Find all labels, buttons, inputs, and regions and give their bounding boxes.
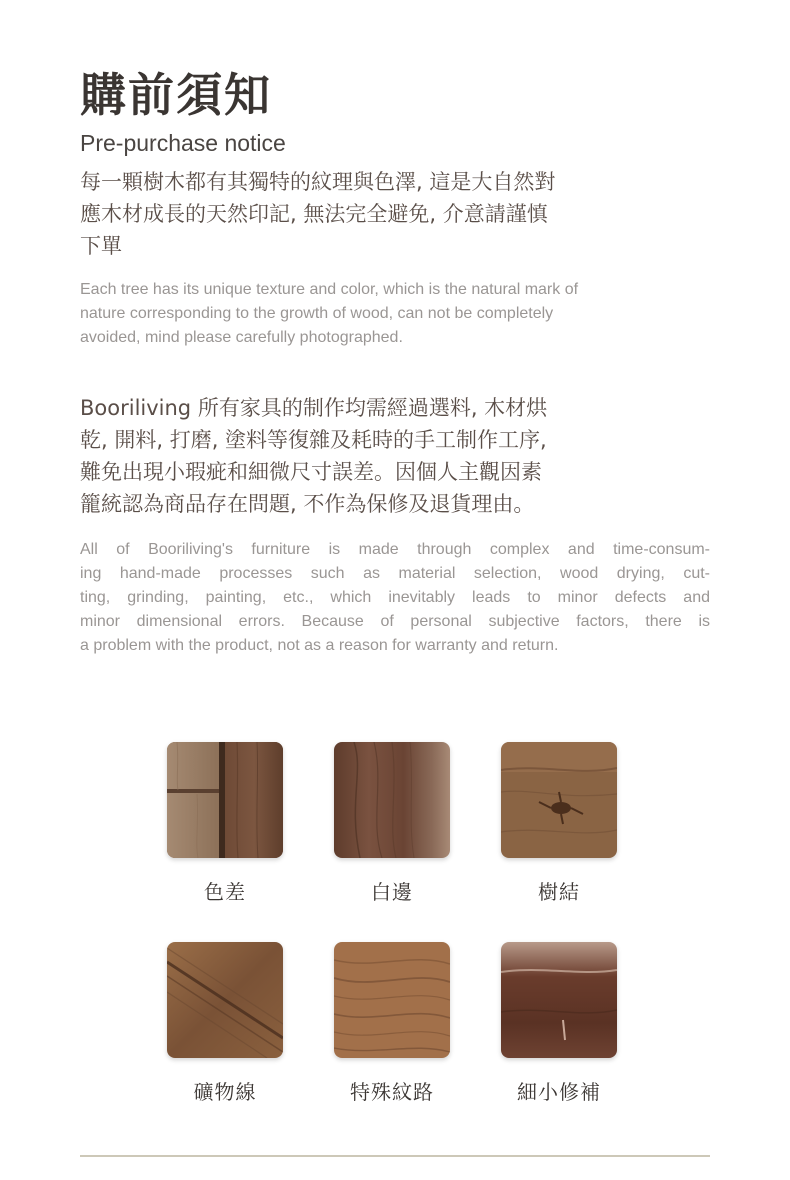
- swatch-label: 細小修補: [517, 1080, 601, 1104]
- special-grain-wood-icon: [334, 942, 450, 1058]
- notice-2-en-line: minor dimensional errors. Because of personal subjective factors, there is: [80, 613, 710, 630]
- notice-2-en-line: All of Booriliving's furniture is made through complex and time-consum-: [80, 541, 710, 558]
- notice-2-zh-line: 籠統認為商品存在問題, 不作為保修及退貨理由。: [80, 492, 535, 516]
- wood-defect-swatch-grid: [150, 742, 670, 1112]
- notice-2-chinese-text: [80, 392, 680, 520]
- swatch-special-grain: [317, 942, 467, 1105]
- swatch-mineral-line: [150, 942, 300, 1105]
- notice-1-chinese-text: [80, 166, 680, 262]
- notice-1-zh-line: 每一顆樹木都有其獨特的紋理與色澤, 這是大自然對: [80, 170, 556, 194]
- notice-2-english-text: [80, 538, 710, 658]
- swatch-minor-repair: [484, 942, 634, 1105]
- notice-1-en-line: nature corresponding to the growth of wood, can not be completely: [80, 305, 554, 322]
- color-difference-wood-icon: [167, 742, 283, 858]
- notice-1-en-line: avoided, mind please carefully photographed.: [80, 329, 403, 346]
- notice-1-zh-line: 下單: [80, 234, 122, 258]
- swatch-label: 白邊: [371, 880, 413, 904]
- bottom-divider: [80, 1155, 710, 1157]
- knot-wood-icon: [501, 742, 617, 858]
- white-edge-wood-icon: [334, 742, 450, 858]
- swatch-label: 礦物線: [193, 1080, 257, 1104]
- notice-2-zh-line: 難免出現小瑕疵和細微尺寸誤差。因個人主觀因素: [80, 460, 542, 484]
- notice-2-en-line: ting, grinding, painting, etc., which inevitably leads to minor defects and: [80, 589, 710, 606]
- minor-repair-wood-icon: [501, 942, 617, 1058]
- notice-1-english-text: [80, 278, 710, 350]
- swatch-label: 色差: [204, 880, 246, 904]
- swatch-label: 樹結: [538, 880, 580, 904]
- notice-1-zh-line: 應木材成長的天然印記, 無法完全避免, 介意請謹慎: [80, 202, 548, 226]
- swatch-white-edge: [317, 742, 467, 905]
- swatch-label: 特殊紋路: [350, 1080, 434, 1104]
- swatch-knot: [484, 742, 634, 905]
- notice-2-en-line: ing hand-made processes such as material selection, wood drying, cut-: [80, 565, 710, 582]
- page-title: 購前須知: [80, 68, 272, 122]
- mineral-line-wood-icon: [167, 942, 283, 1058]
- notice-1-en-line: Each tree has its unique texture and color, which is the natural mark of: [80, 281, 579, 298]
- page-subtitle: Pre-purchase notice: [80, 130, 286, 156]
- notice-2-zh-line: 乾, 開料, 打磨, 塗料等復雜及耗時的手工制作工序,: [80, 428, 547, 452]
- notice-2-en-line: a problem with the product, not as a reason for warranty and return.: [80, 637, 559, 654]
- swatch-color-difference: [150, 742, 300, 905]
- notice-2-zh-line: Booriliving 所有家具的制作均需經過選料, 木材烘: [80, 396, 548, 420]
